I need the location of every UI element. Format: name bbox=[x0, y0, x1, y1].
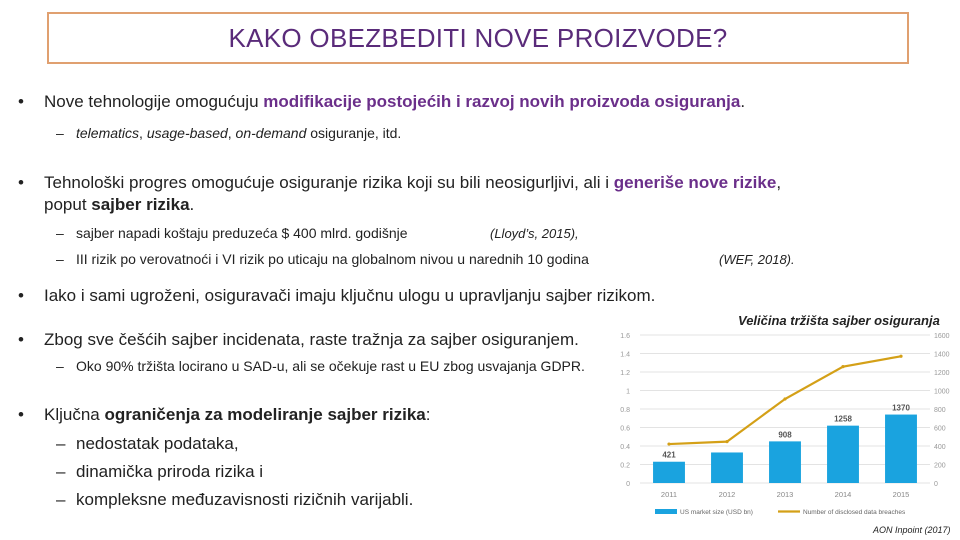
bullet-4-text: Zbog sve češćih sajber incidenata, raste tražnja za sajber osiguranjem. bbox=[44, 330, 579, 349]
slide-title: KAKO OBEZBEDITI NOVE PROIZVODE? bbox=[228, 22, 728, 53]
bullet-2-line-1: Tehnološki progres omogućuje osiguranje rizika koji su bili neosigurljivi, ali i generiše nove rizike, bbox=[44, 173, 782, 192]
y-left-tick-label: 1.2 bbox=[620, 370, 630, 377]
data-label: 908 bbox=[778, 430, 792, 440]
chart-title: Veličina tržišta sajber osiguranja bbox=[738, 313, 940, 328]
y-left-tick-label: 1.6 bbox=[620, 333, 630, 340]
reference-wef: (WEF, 2018). bbox=[719, 252, 795, 267]
bullet-5-text: Ključna ograničenja za modeliranje sajber rizika: bbox=[44, 405, 431, 424]
bullet-dot-icon: • bbox=[18, 286, 24, 305]
y-right-tick-label: 400 bbox=[934, 444, 946, 451]
bar-2012 bbox=[711, 452, 743, 483]
x-tick-label: 2011 bbox=[660, 490, 678, 499]
dash-icon: – bbox=[56, 225, 64, 241]
bar-2015 bbox=[885, 415, 917, 483]
x-tick-label: 2014 bbox=[834, 490, 852, 499]
bullet-dot-icon: • bbox=[18, 173, 24, 192]
title-box bbox=[47, 12, 909, 64]
y-left-tick-label: 0.4 bbox=[620, 444, 630, 451]
y-left-tick-label: 1 bbox=[626, 388, 630, 396]
line-point-2015 bbox=[899, 355, 902, 358]
bullet-dot-icon: • bbox=[18, 92, 24, 111]
legend-bar-label: US market size (USD bn) bbox=[680, 509, 753, 516]
line-point-2012 bbox=[725, 440, 728, 443]
data-label: 1258 bbox=[834, 414, 852, 424]
y-left-tick-label: 0.8 bbox=[620, 407, 630, 414]
reference-lloyds: (Lloyd’s, 2015), bbox=[490, 226, 579, 241]
bullet-5-sub-1-text: nedostatak podataka, bbox=[76, 434, 239, 453]
source-citation: AON Inpoint (2017) bbox=[873, 525, 951, 535]
market-size-chart bbox=[600, 325, 960, 525]
bullet-1-sub-1-text: telematics, usage-based, on-demand osiguranje, itd. bbox=[76, 125, 402, 141]
line-point-2014 bbox=[841, 365, 844, 368]
legend-bar-swatch bbox=[655, 509, 677, 514]
y-right-tick-label: 800 bbox=[934, 407, 946, 414]
bar-2014 bbox=[827, 426, 859, 483]
dash-icon: – bbox=[56, 125, 64, 141]
bar-2013 bbox=[769, 441, 801, 483]
bullet-3-text: Iako i sami ugroženi, osiguravači imaju ključnu ulogu u upravljanju sajber rizikom. bbox=[44, 286, 656, 305]
bullet-4-sub-1-text: Oko 90% tržišta locirano u SAD-u, ali se očekuje rast u EU zbog usvajanja GDPR. bbox=[76, 358, 585, 374]
data-label: 421 bbox=[662, 450, 676, 460]
y-right-tick-label: 1200 bbox=[934, 370, 950, 377]
x-tick-label: 2012 bbox=[718, 490, 736, 499]
bullet-1-text: Nove tehnologije omogućuju modifikacije postojećih i razvoj novih proizvoda osiguranja. bbox=[44, 92, 746, 111]
dash-icon: – bbox=[56, 434, 66, 453]
bullet-2-sub-1-text: sajber napadi koštaju preduzeća $ 400 mlrd. godišnje bbox=[76, 225, 408, 241]
legend-line-label: Number of disclosed data breaches bbox=[803, 509, 906, 516]
line-point-2011 bbox=[667, 442, 670, 445]
dash-icon: – bbox=[56, 462, 66, 481]
y-right-tick-label: 1400 bbox=[934, 351, 950, 359]
y-right-tick-label: 1000 bbox=[934, 388, 950, 396]
bullet-dot-icon: • bbox=[18, 405, 24, 424]
line-point-2013 bbox=[783, 397, 786, 400]
dash-icon: – bbox=[56, 490, 66, 509]
y-right-tick-label: 200 bbox=[934, 462, 946, 470]
y-left-tick-label: 0 bbox=[626, 481, 630, 488]
x-tick-label: 2013 bbox=[776, 490, 794, 499]
dash-icon: – bbox=[56, 358, 64, 374]
data-label: 1370 bbox=[892, 403, 910, 413]
bullet-2-sub-2-text: III rizik po verovatnoći i VI rizik po uticaju na globalnom nivou u narednih 10 godina bbox=[76, 251, 589, 267]
bullet-dot-icon: • bbox=[18, 330, 24, 349]
bar-2011 bbox=[653, 462, 685, 483]
y-right-tick-label: 1600 bbox=[934, 333, 950, 340]
dash-icon: – bbox=[56, 251, 64, 267]
bullet-5-sub-3-text: kompleksne međuzavisnosti rizičnih varijabli. bbox=[76, 490, 414, 509]
y-right-tick-label: 600 bbox=[934, 425, 946, 433]
y-left-tick-label: 1.4 bbox=[620, 351, 630, 359]
y-left-tick-label: 0.2 bbox=[620, 462, 630, 470]
bullet-2-line-2: poput sajber rizika. bbox=[44, 195, 195, 214]
y-left-tick-label: 0.6 bbox=[620, 425, 630, 433]
y-right-tick-label: 0 bbox=[934, 481, 938, 488]
bullet-5-sub-2-text: dinamička priroda rizika i bbox=[76, 462, 264, 481]
x-tick-label: 2015 bbox=[892, 490, 910, 499]
